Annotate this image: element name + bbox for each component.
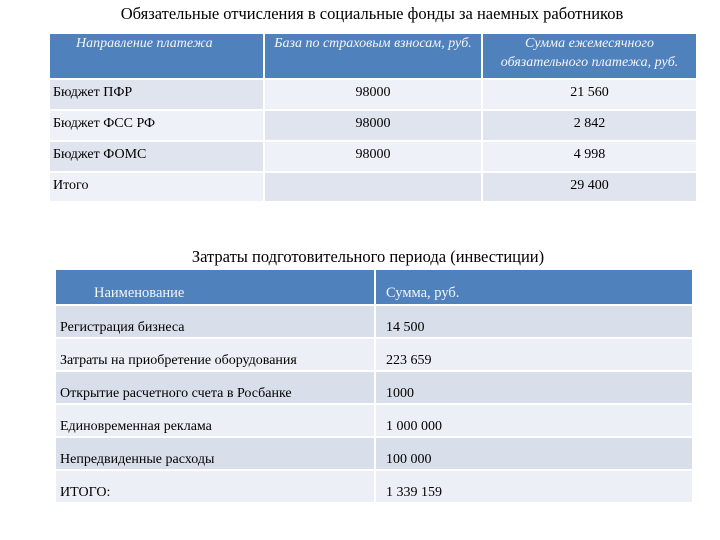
row-amount-text: 21 560 <box>570 85 609 100</box>
row-name-text: Затраты на приобретение оборудования <box>60 353 297 368</box>
table-row <box>56 438 692 469</box>
table-row <box>56 372 692 403</box>
row-sum <box>376 471 692 502</box>
table-row <box>50 80 696 109</box>
row-base <box>265 142 481 171</box>
row-sum-text: 223 659 <box>386 353 432 368</box>
row-sum-text: 1 000 000 <box>386 419 442 434</box>
row-amount <box>483 111 696 140</box>
row-amount-text: 2 842 <box>573 116 606 131</box>
table-row <box>56 306 692 337</box>
table-row <box>50 111 696 140</box>
preparatory-costs-title: Затраты подготовительного периода (инвестиции) <box>191 247 545 266</box>
row-sum <box>376 405 692 436</box>
table-row <box>56 339 692 370</box>
row-name <box>56 405 374 436</box>
row-direction-text: Итого <box>53 178 89 193</box>
row-sum <box>376 372 692 403</box>
row-name <box>56 372 374 403</box>
table-row-total <box>50 173 696 201</box>
row-name <box>56 471 374 502</box>
table-header-row <box>56 270 692 304</box>
row-direction <box>50 173 263 201</box>
table-header-row <box>50 34 696 78</box>
row-name-text: Непредвиденные расходы <box>60 452 215 467</box>
row-direction-text: Бюджет ФСС РФ <box>53 116 156 131</box>
column-header-name <box>56 270 374 304</box>
column-header-direction: Направление платежа <box>50 34 263 78</box>
row-sum <box>376 438 692 469</box>
row-direction-text: Бюджет ФОМС <box>53 147 147 162</box>
row-base-text: 98000 <box>355 147 391 162</box>
row-sum-text: 1000 <box>386 386 414 401</box>
row-amount <box>483 80 696 109</box>
row-name <box>56 438 374 469</box>
row-direction-text: Бюджет ПФР <box>53 85 133 100</box>
column-header-name-text: Наименование <box>94 285 185 301</box>
column-header-base: База по страховым взносам, руб. <box>265 34 481 78</box>
social-funds-title: Обязательные отчисления в социальные фонды за наемных работников <box>120 4 624 23</box>
column-header-amount: Сумма ежемесячного обязательного платежа, руб. <box>483 34 696 78</box>
row-amount-text: 4 998 <box>573 147 606 162</box>
row-amount <box>483 142 696 171</box>
table-row <box>56 405 692 436</box>
row-base <box>265 111 481 140</box>
table-row <box>50 142 696 171</box>
row-base-text: 98000 <box>355 85 391 100</box>
row-name <box>56 339 374 370</box>
row-sum-text: 1 339 159 <box>386 485 442 500</box>
row-sum <box>376 339 692 370</box>
row-name-text: Регистрация бизнеса <box>60 320 185 335</box>
row-base-text: 98000 <box>355 116 391 131</box>
preparatory-costs-table <box>54 268 694 504</box>
row-direction <box>50 111 263 140</box>
column-header-sum-text: Сумма, руб. <box>386 285 460 301</box>
row-name-text: ИТОГО: <box>60 485 111 500</box>
row-name <box>56 306 374 337</box>
table-row-total <box>56 471 692 502</box>
row-base <box>265 80 481 109</box>
row-sum-text: 14 500 <box>386 320 425 335</box>
row-base-text <box>265 173 481 178</box>
row-amount-text: 29 400 <box>570 178 609 193</box>
social-funds-table <box>48 32 698 203</box>
row-base <box>265 173 481 201</box>
column-header-sum <box>376 270 692 304</box>
row-direction <box>50 142 263 171</box>
row-name-text: Единовременная реклама <box>60 419 212 434</box>
row-sum <box>376 306 692 337</box>
row-name-text: Открытие расчетного счета в Росбанке <box>60 386 292 401</box>
row-sum-text: 100 000 <box>386 452 432 467</box>
row-amount <box>483 173 696 201</box>
row-direction <box>50 80 263 109</box>
